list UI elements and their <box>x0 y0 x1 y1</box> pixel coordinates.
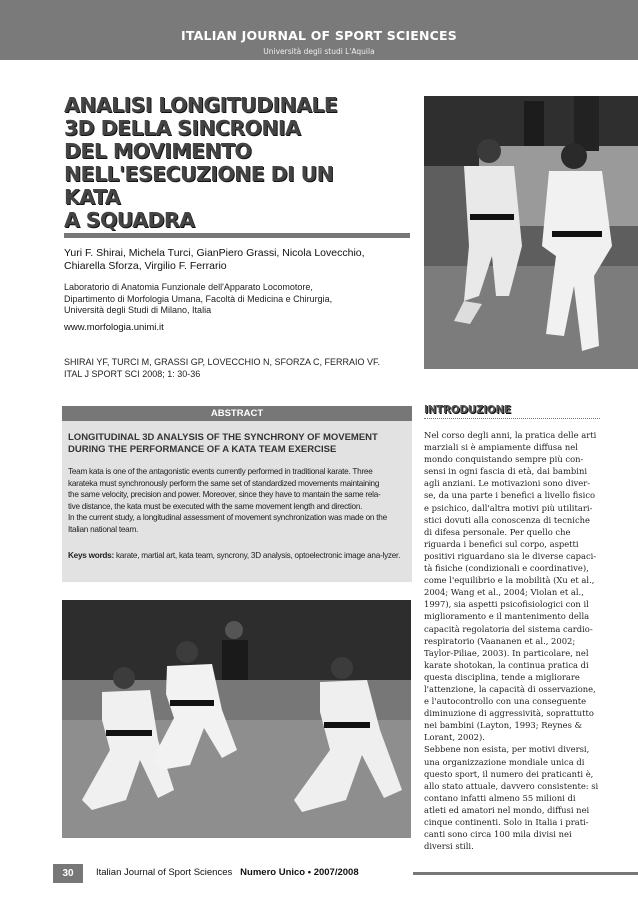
journal-header <box>0 0 638 60</box>
abstract-heading: ABSTRACT <box>62 406 412 421</box>
footer-journal-name: Italian Journal of Sport Sciences <box>96 867 233 878</box>
keywords-label: Keys words: <box>68 551 114 560</box>
citation: SHIRAI YF, TURCI M, GRASSI GP, LOVECCHIO N, SFORZA C, FERRAIO VF. ITAL J SPORT SCI 2008; 1: 30-36 <box>64 357 381 379</box>
keywords-text: karate, martial art, kata team, syncrony, 3D analysis, optoelectronic image ana-lyzer. <box>113 551 401 560</box>
karate-photo-top <box>424 96 638 369</box>
abstract-box <box>62 421 412 582</box>
footer-issue: Numero Unico • 2007/2008 <box>240 867 359 878</box>
journal-subtitle: Università degli studi L'Aquila <box>263 47 375 56</box>
abstract-keywords <box>68 550 406 562</box>
footer-journal <box>96 867 359 878</box>
karate-photo-bottom <box>62 600 411 838</box>
abstract-body: Team kata is one of the antagonistic events currently performed in traditional karate. Three karateka must synchronously perform the same set of standardized movements maintaining the same velocity, precision and power. Moreover, since they have to mantain the same rela- tive distance, the kata must be executed with the same movement length and direction. In the current study, a longitudinal assessment of movement synchronization was made on the Italian national team. <box>68 467 387 534</box>
intro-text: Nel corso degli anni, la pratica delle arti marziali si è ampiamente diffusa nel mondo conquistando sempre più con- sensi in ogni fascia di età, dai bambini agli anziani. Le motivazioni sono diver- se, da una parte i benefici a livello fisico e psichico, dall'altra motivi più utilitari- stici dovuti alla conoscenza di tecniche di difesa personale. Per quello che riguarda i benefici sul corpo, aspetti positivi riguardano sia le diverse capaci- tà fisiche (condizionali e coordinative), come l'equilibrio e la mobilità (Xu et al., 2004; Wang et al., 2004; Violan et al., 1997), sia aspetti psicofisiologici con il miglioramento e il mantenimento della capacità regolatoria del sistema cardio- respiratorio (Vaananen et al., 2002; Taylor-Piliae, 2003). In particolare, nel karate shotokan, la continua pratica di questa disciplina, tende a migliorare l'attenzione, la capacità di osservazione, e l'autocontrollo con una conseguente diminuzione di aggressività, soprattutto nei bambini (Layton, 1993; Reynes & Lorant, 2002). Sebbene non esista, per motivi diversi, una organizzazione mondiale unica di questo sport, il numero dei praticanti è, allo stato attuale, davvero consistente: si contano infatti almeno 55 milioni di atleti ed amatori nel mondo, diffusi nei cinque continenti. Solo in Italia i prati- canti sono circa 100 mila divisi nei diversi stili. <box>424 430 599 852</box>
article-title: ANALISI LONGITUDINALE 3D DELLA SINCRONIA DEL MOVIMENTO NELL'ESECUZIONE DI UN KATA A SQUADRA <box>64 93 338 232</box>
footer-divider <box>413 872 638 875</box>
intro-divider <box>424 418 600 419</box>
title-divider <box>64 233 410 238</box>
page-number: 30 <box>53 864 83 883</box>
affiliation: Laboratorio di Anatomia Funzionale dell'Apparato Locomotore, Dipartimento di Morfologia Umana, Facoltà di Medicina e Chirurgia, Università degli Studi di Milano, Italia <box>64 282 333 315</box>
website-link[interactable]: www.morfologia.unimi.it <box>64 322 164 333</box>
journal-title: ITALIAN JOURNAL OF SPORT SCIENCES <box>181 28 457 43</box>
intro-heading: INTRODUZIONE <box>424 404 511 416</box>
author-list: Yuri F. Shirai, Michela Turci, GianPiero Grassi, Nicola Lovecchio, Chiarella Sforza, Virgilio F. Ferrario <box>64 247 365 272</box>
abstract-title: LONGITUDINAL 3D ANALYSIS OF THE SYNCHRONY OF MOVEMENT DURING THE PERFORMANCE OF A KATA TEAM EXERCISE <box>68 432 378 455</box>
